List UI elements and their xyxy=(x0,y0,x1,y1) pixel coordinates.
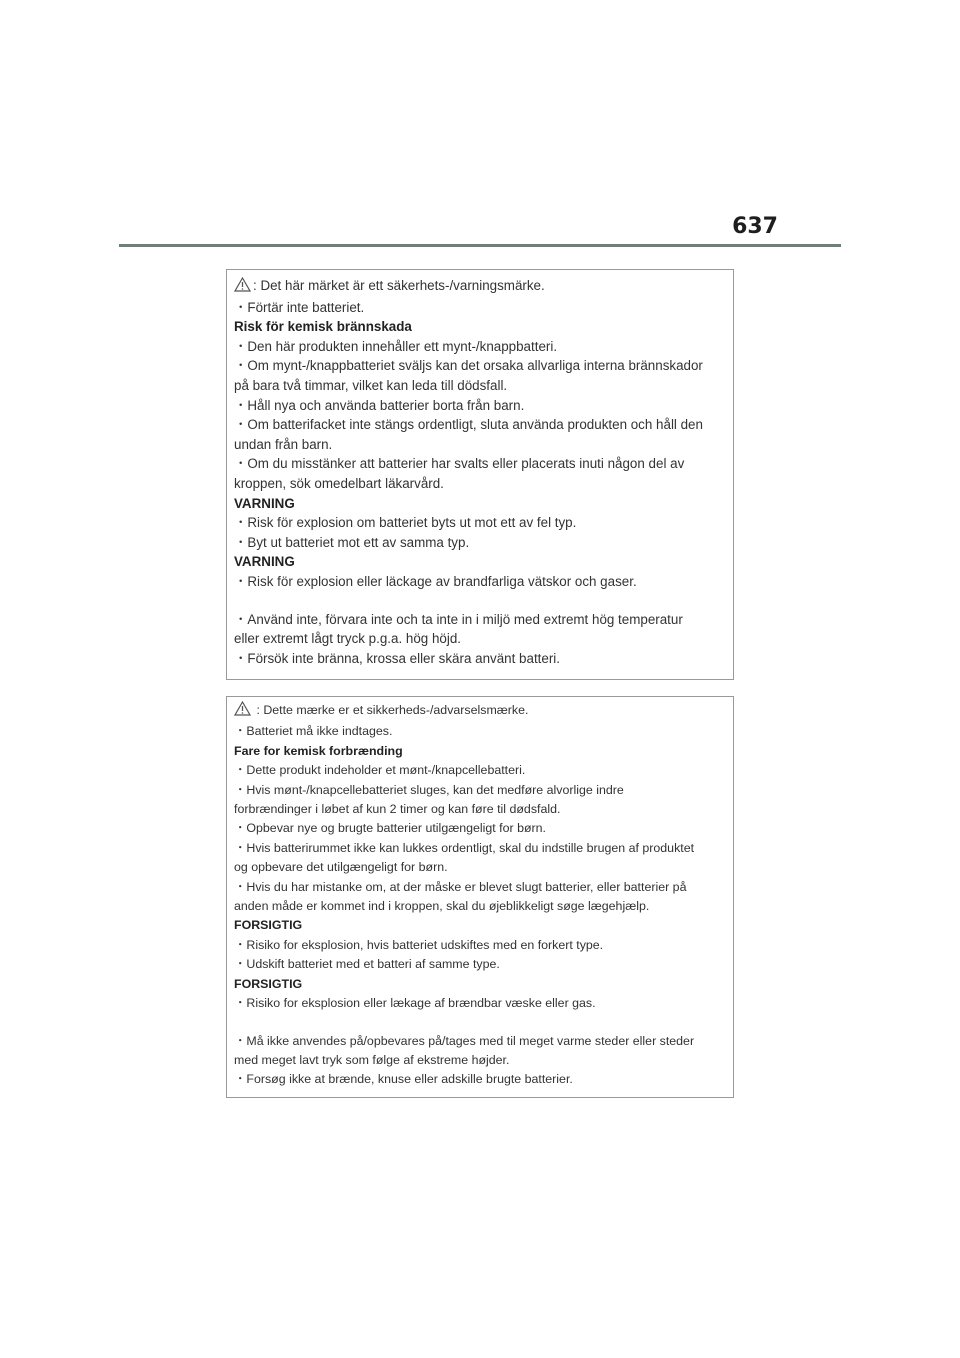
text-line: ・Risk för explosion om batteriet byts ut mot ett av fel typ. xyxy=(234,515,577,531)
text-line: ・Byt ut batteriet mot ett av samma typ. xyxy=(234,534,470,550)
section-heading: FORSIGTIG xyxy=(234,918,303,933)
text-line: med meget lavt tryk som følge af ekstreme højder. xyxy=(234,1052,510,1067)
warning-triangle-icon xyxy=(234,277,251,298)
text-line: : Dette mærke er et sikkerheds-/advarselsmærke. xyxy=(253,703,529,717)
section-heading: VARNING xyxy=(234,495,295,511)
text-line: ・Risk för explosion eller läckage av brandfarliga vätskor och gaser. xyxy=(234,573,637,589)
text-line: ・Förtär inte batteriet. xyxy=(234,299,365,315)
page-number: 637 xyxy=(732,214,778,239)
text-line: eller extremt lågt tryck p.g.a. hög höjd. xyxy=(234,631,462,647)
section-heading: FORSIGTIG xyxy=(234,976,303,991)
text-line: ・Hvis mønt-/knapcellebatteriet sluges, kan det medføre alvorlige indre xyxy=(234,782,624,797)
text-line: ・Opbevar nye og brugte batterier utilgængeligt for børn. xyxy=(234,821,546,836)
section-heading: Fare for kemisk forbrænding xyxy=(234,743,403,758)
text-line: ・Dette produkt indeholder et mønt-/knapcellebatteri. xyxy=(234,763,526,778)
text-line: anden måde er kommet ind i kroppen, skal du øjeblikkeligt søge lægehjælp. xyxy=(234,899,650,914)
text-line: undan från barn. xyxy=(234,436,333,452)
text-line: ・Om du misstänker att batterier har svalts eller placerats inuti någon del av xyxy=(234,456,685,472)
text-line: ・Hvis batterirummet ikke kan lukkes ordentligt, skal du indstille brugen af produktet xyxy=(234,840,695,855)
text-line: ・Forsøg ikke at brænde, knuse eller adskille brugte batterier. xyxy=(234,1072,573,1087)
warning-mark-line xyxy=(234,276,725,298)
danish-warning-box xyxy=(226,696,734,1098)
text-line: ・Risiko for eksplosion, hvis batteriet udskiftes med en forkert type. xyxy=(234,937,604,952)
text-line: ・Batteriet må ikke indtages. xyxy=(234,724,393,739)
text-line: ・Håll nya och använda batterier borta från barn. xyxy=(234,397,525,413)
text-line: på bara två timmar, vilket kan leda till dödsfall. xyxy=(234,377,508,393)
section-heading: VARNING xyxy=(234,554,295,570)
text-line: ・Hvis du har mistanke om, at der måske er blevet slugt batterier, eller batterier på xyxy=(234,879,687,894)
text-line: : Det här märket är ett säkerhets-/varningsmärke. xyxy=(253,278,545,293)
text-line: ・Om mynt-/knappbatteriet sväljs kan det orsaka allvarliga interna brännskador xyxy=(234,358,703,374)
text-line: ・Den här produkten innehåller ett mynt-/knappbatteri. xyxy=(234,338,558,354)
text-line: ・Försök inte bränna, krossa eller skära använt batteri. xyxy=(234,650,560,666)
text-line: ・Risiko for eksplosion eller lækage af brændbar væske eller gas. xyxy=(234,996,596,1011)
text-line: kroppen, sök omedelbart läkarvård. xyxy=(234,475,444,491)
text-line: ・Om batterifacket inte stängs ordentligt, sluta använda produkten och håll den xyxy=(234,417,703,433)
swedish-warning-box xyxy=(226,269,734,680)
header-rule xyxy=(119,244,841,247)
text-line: ・Använd inte, förvara inte och ta inte in i miljö med extremt hög temperatur xyxy=(234,611,683,627)
text-line: og opbevare det utilgængeligt for børn. xyxy=(234,860,448,875)
warning-triangle-icon xyxy=(234,701,251,722)
warning-mark-line xyxy=(234,701,725,722)
text-line: ・Må ikke anvendes på/opbevares på/tages med til meget varme steder eller steder xyxy=(234,1033,695,1048)
text-line: ・Udskift batteriet med et batteri af samme type. xyxy=(234,957,500,972)
section-heading: Risk för kemisk brännskada xyxy=(234,319,412,335)
text-line: forbrændinger i løbet af kun 2 timer og kan føre til dødsfald. xyxy=(234,802,561,817)
